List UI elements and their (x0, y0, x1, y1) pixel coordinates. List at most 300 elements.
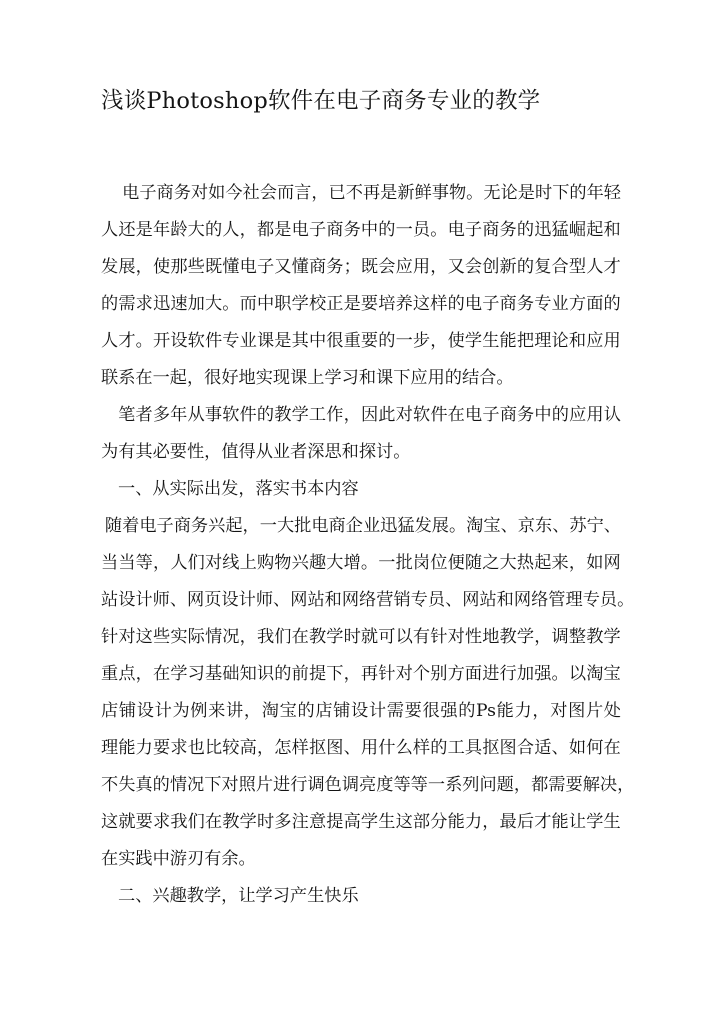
line-glyph: 店 (315, 701, 333, 721)
line-glyph: 创 (482, 257, 500, 277)
line-glyph: 点 (118, 664, 136, 684)
line-glyph: 电 (311, 516, 329, 536)
line-indent (101, 400, 118, 430)
line-glyph: ， (256, 738, 275, 758)
line-glyph: 。 (617, 590, 635, 610)
line-glyph: 子 (482, 294, 500, 314)
line-glyph: 增 (343, 553, 361, 573)
line-glyph: 性 (464, 627, 483, 647)
line-glyph: 还 (118, 220, 136, 240)
line-glyph: 迅 (380, 516, 398, 536)
line-glyph: 苏 (569, 516, 587, 536)
line-glyph: 的 (152, 775, 170, 795)
line-glyph: ， (430, 331, 448, 351)
line-glyph: 生 (482, 331, 500, 351)
line-glyph: 很 (422, 701, 440, 721)
line-glyph: 商 (308, 257, 327, 277)
line-glyph: ， (343, 405, 361, 425)
line-glyph: 实 (170, 627, 188, 647)
line-glyph: 力 (464, 812, 483, 832)
line-glyph: 新 (499, 257, 517, 277)
line-glyph: 需 (386, 701, 404, 721)
line-glyph: 务 (499, 220, 517, 240)
line-glyph: 设 (351, 701, 369, 721)
line-glyph: 员 (427, 590, 446, 610)
line-glyph: 应 (395, 257, 413, 277)
line-glyph: 学 (326, 627, 344, 647)
line-glyph: 都 (256, 220, 275, 240)
line-glyph: 页 (204, 590, 222, 610)
line-glyph: 对 (118, 627, 136, 647)
line-glyph: 知 (239, 664, 257, 684)
line-glyph: 复 (534, 257, 552, 277)
line-glyph: ， (311, 183, 329, 203)
line-glyph: 网 (462, 590, 480, 610)
text-line (101, 733, 621, 763)
line-glyph: 调 (551, 627, 569, 647)
line-glyph: 上 (239, 553, 257, 573)
line-glyph: 。 (430, 220, 448, 240)
text-line (101, 807, 621, 837)
line-glyph: 校 (308, 294, 327, 314)
line-glyph: 要 (360, 331, 379, 351)
line-glyph: 管 (548, 590, 566, 610)
line-glyph: 等 (135, 553, 153, 573)
line-glyph: 应 (586, 331, 604, 351)
line-glyph: 迅 (534, 220, 552, 240)
line-glyph: 是 (274, 220, 292, 240)
line-glyph: 重 (101, 664, 119, 684)
line-glyph: 笔 (118, 405, 136, 425)
line-glyph: 岗 (412, 553, 431, 573)
line-glyph: 计 (135, 590, 153, 610)
line-glyph: 培 (378, 294, 396, 314)
line-glyph: 那 (170, 257, 188, 277)
line-glyph: 网 (603, 553, 621, 573)
line-glyph: 起 (586, 220, 604, 240)
line-glyph: 站 (101, 590, 119, 610)
line-glyph: 使 (447, 331, 465, 351)
line-glyph: 懂 (291, 257, 309, 277)
line-glyph: 趣 (308, 553, 327, 573)
line-glyph: ， (243, 701, 262, 721)
line-glyph: ， (343, 664, 361, 684)
line-glyph: 物 (448, 183, 467, 203)
line-glyph: 工 (308, 405, 327, 425)
line-glyph: 展 (431, 516, 449, 536)
line-glyph: 解 (582, 775, 600, 795)
line-glyph: 步 (412, 331, 431, 351)
line-glyph: 年 (170, 405, 188, 425)
line-glyph: 务 (343, 220, 361, 240)
line-glyph: 理 (534, 331, 552, 351)
line-glyph: 是 (274, 331, 292, 351)
line-glyph: 务 (516, 294, 535, 314)
line-glyph: 随 (104, 516, 123, 536)
line-glyph: 宝 (279, 701, 297, 721)
line-glyph: 从 (187, 405, 205, 425)
line-glyph: 如 (208, 183, 226, 203)
line-glyph: 个 (412, 664, 431, 684)
line-glyph: 专 (534, 294, 552, 314)
line-glyph: 把 (516, 331, 535, 351)
line-glyph: 热 (516, 553, 535, 573)
line-glyph: 让 (568, 812, 587, 832)
line-glyph: 进 (273, 775, 291, 795)
line-glyph: 亮 (359, 775, 377, 795)
line-glyph: 随 (464, 553, 483, 573)
line-glyph: 后 (516, 812, 535, 832)
line-glyph: 作 (326, 405, 344, 425)
line-glyph: ， (239, 627, 257, 647)
line-glyph: 整 (568, 627, 587, 647)
line-glyph: 无 (483, 183, 501, 203)
line-glyph: 要 (360, 294, 379, 314)
line-glyph: 。 (135, 331, 153, 351)
line-glyph: 些 (152, 627, 171, 647)
line-glyph: 网 (187, 590, 205, 610)
line-glyph: 学 (291, 405, 309, 425)
line-glyph: 能 (447, 812, 465, 832)
line-glyph: 下 (326, 664, 344, 684)
line-glyph: 理 (565, 590, 583, 610)
line-glyph: 销 (393, 590, 411, 610)
line-glyph: 么 (395, 738, 413, 758)
line-glyph: 的 (516, 257, 535, 277)
line-glyph: 和 (324, 590, 342, 610)
line-glyph: 电 (465, 405, 483, 425)
line-glyph: 、 (445, 590, 463, 610)
line-glyph: 用 (360, 738, 379, 758)
line-glyph: 况 (222, 627, 240, 647)
line-glyph: 铺 (118, 701, 137, 721)
line-glyph: 方 (568, 294, 587, 314)
line-glyph: 最 (499, 812, 517, 832)
line-glyph: 况 (187, 775, 205, 795)
line-glyph: 猛 (397, 516, 415, 536)
line-glyph: 务 (326, 257, 344, 277)
line-glyph: 东 (534, 516, 553, 536)
line-glyph: 学 (603, 627, 621, 647)
line-glyph: 是 (343, 294, 361, 314)
line-glyph: 较 (222, 738, 240, 758)
line-glyph: 系 (445, 775, 463, 795)
line-glyph: 大 (326, 553, 344, 573)
line-glyph: 大 (499, 553, 517, 573)
line-glyph: 如 (586, 553, 604, 573)
text-line (101, 178, 621, 208)
line-glyph: 软 (222, 405, 240, 425)
line-glyph: 铺 (333, 701, 351, 721)
line-glyph: 人 (222, 220, 240, 240)
line-glyph: 一 (395, 220, 413, 240)
line-glyph: 用 (586, 405, 604, 425)
line-glyph: 面 (586, 294, 604, 314)
line-glyph: 淘 (261, 701, 279, 721)
line-glyph: 、 (551, 738, 569, 758)
text-line (101, 548, 621, 578)
line-glyph: 图 (326, 738, 344, 758)
line-glyph: 大 (276, 516, 295, 536)
line-glyph: 这 (395, 812, 413, 832)
text-line: 在实践中游刃有余。 (101, 849, 256, 869)
line-glyph: 兴 (291, 553, 309, 573)
line-glyph: 、 (603, 516, 621, 536)
text-line (101, 511, 621, 541)
line-glyph: 和 (568, 331, 587, 351)
line-glyph: 设 (170, 331, 188, 351)
line-glyph: 言 (294, 183, 312, 203)
line-glyph: 理 (101, 738, 119, 758)
line-glyph: 的 (569, 183, 587, 203)
line-glyph: 一 (395, 331, 413, 351)
line-glyph: 社 (242, 183, 260, 203)
line-glyph: 型 (568, 257, 587, 277)
line-glyph: 针 (378, 664, 396, 684)
line-glyph: 正 (326, 294, 344, 314)
line-glyph: 部 (412, 812, 431, 832)
line-glyph: 师 (152, 590, 170, 610)
line-glyph: 时 (534, 183, 553, 203)
line-glyph: 识 (256, 664, 275, 684)
line-glyph: 提 (308, 664, 327, 684)
line-glyph: 设 (118, 590, 136, 610)
line-glyph: 加 (516, 664, 535, 684)
line-glyph: 而 (276, 183, 295, 203)
line-glyph: 既 (204, 257, 223, 277)
line-glyph: 使 (152, 257, 171, 277)
line-glyph: 店 (101, 701, 119, 721)
line-glyph: 需 (118, 294, 136, 314)
text-line (101, 770, 635, 800)
line-glyph: 适 (534, 738, 552, 758)
line-glyph: ， (532, 701, 550, 721)
line-glyph: 再 (362, 183, 381, 203)
line-glyph: 子 (256, 257, 275, 277)
line-glyph: 网 (290, 590, 308, 610)
line-glyph: 子 (139, 183, 157, 203)
line-glyph: 在 (291, 627, 309, 647)
line-glyph: 学 (464, 331, 483, 351)
line-glyph: 对 (447, 627, 465, 647)
line-glyph: 才 (118, 331, 136, 351)
line-glyph: 网 (341, 590, 360, 610)
text-line: 联系在一起，很好地实现课上学习和课下应用的结合。 (101, 368, 514, 388)
line-glyph: 大 (204, 294, 223, 314)
line-glyph: ， (534, 627, 552, 647)
line-glyph: 一 (259, 516, 277, 536)
line-glyph: 习 (187, 664, 205, 684)
line-indent (101, 178, 122, 208)
line-glyph: 其 (291, 331, 309, 351)
line-glyph: 决 (599, 775, 618, 795)
line-glyph: 京 (517, 516, 535, 536)
line-glyph: 事 (431, 183, 449, 203)
line-glyph: 的 (603, 294, 621, 314)
line-glyph: 强 (534, 664, 552, 684)
line-glyph: 商 (326, 220, 344, 240)
line-glyph: 和 (603, 220, 621, 240)
line-glyph: ， (239, 220, 257, 240)
line-glyph: 事 (204, 405, 223, 425)
line-glyph: 教 (308, 627, 327, 647)
line-glyph: 鲜 (414, 183, 432, 203)
line-glyph: 中 (360, 220, 379, 240)
line-glyph: 者 (135, 405, 153, 425)
line-glyph: 、 (500, 516, 518, 536)
line-glyph: ； (343, 257, 361, 277)
line-glyph: 起 (225, 516, 243, 536)
line-glyph: 的 (551, 405, 569, 425)
line-glyph: 照 (238, 775, 256, 795)
line-glyph: 注 (291, 812, 309, 832)
line-glyph: 应 (569, 405, 587, 425)
line-glyph: 加 (187, 294, 205, 314)
line-glyph: 养 (395, 294, 413, 314)
line-glyph: 电 (464, 294, 483, 314)
line-glyph: 软 (187, 331, 205, 351)
line-glyph: 会 (464, 257, 483, 277)
line-glyph: 崛 (568, 220, 587, 240)
line-glyph: 基 (204, 664, 223, 684)
line-glyph: 子 (464, 220, 483, 240)
line-glyph: 营 (376, 590, 394, 610)
line-glyph: 、 (273, 590, 291, 610)
line-glyph: 具 (464, 738, 483, 758)
line-glyph: 。 (466, 183, 484, 203)
line-glyph: 样 (412, 738, 431, 758)
line-glyph: 怎 (274, 738, 292, 758)
line-glyph: 抠 (482, 738, 500, 758)
line-glyph: 站 (307, 590, 325, 610)
line-glyph: 、 (169, 590, 188, 610)
line-glyph: 子 (482, 405, 500, 425)
line-glyph: 要 (565, 775, 583, 795)
text-line (101, 326, 621, 356)
line-glyph: 便 (447, 553, 465, 573)
line-glyph: 可 (378, 627, 396, 647)
line-glyph: 就 (360, 627, 379, 647)
line-glyph: 此 (378, 405, 396, 425)
line-glyph: 大 (187, 220, 205, 240)
line-glyph: 生 (603, 812, 621, 832)
line-glyph: 何 (586, 738, 604, 758)
line-glyph: 速 (170, 294, 188, 314)
line-glyph: 片 (255, 775, 274, 795)
line-glyph: 来 (208, 701, 226, 721)
line-glyph: 我 (170, 812, 188, 832)
line-glyph: 的 (516, 220, 535, 240)
line-glyph: 人 (101, 220, 119, 240)
line-glyph: 能 (499, 331, 517, 351)
line-glyph: 商 (173, 516, 191, 536)
line-glyph: 年 (152, 220, 171, 240)
line-glyph: 设 (221, 590, 239, 610)
line-glyph: ， (513, 775, 532, 795)
line-glyph: 都 (531, 775, 549, 795)
line-glyph: 人 (170, 553, 188, 573)
line-glyph: 等 (410, 775, 428, 795)
line-glyph: 力 (135, 738, 153, 758)
line-glyph: 的 (430, 738, 448, 758)
line-glyph: 务 (517, 405, 535, 425)
line-glyph: 位 (430, 553, 448, 573)
line-glyph: 是 (380, 183, 398, 203)
line-glyph: 为 (172, 701, 190, 721)
line-glyph: 。 (222, 294, 240, 314)
line-glyph: 起 (534, 553, 552, 573)
line-glyph: 络 (531, 590, 549, 610)
text-line (101, 585, 635, 615)
line-glyph: 这 (135, 627, 153, 647)
line-glyph: 设 (136, 701, 154, 721)
line-glyph: 学 (516, 627, 535, 647)
line-glyph: 础 (222, 664, 240, 684)
line-glyph: 。 (551, 664, 569, 684)
line-glyph: 地 (482, 627, 500, 647)
line-glyph: 别 (430, 664, 448, 684)
line-glyph: 业 (551, 294, 569, 314)
line-glyph: 很 (326, 331, 344, 351)
line-glyph: 就 (118, 812, 136, 832)
line-glyph: 兴 (208, 516, 226, 536)
line-glyph: 求 (170, 738, 188, 758)
line-glyph: 方 (447, 664, 465, 684)
line-glyph: 时 (343, 627, 361, 647)
line-glyph: 的 (458, 701, 476, 721)
line-glyph: 务 (173, 183, 191, 203)
line-glyph: 之 (482, 553, 500, 573)
line-glyph: 色 (324, 775, 342, 795)
line-glyph: 以 (568, 664, 587, 684)
line-glyph: 。 (448, 516, 467, 536)
line-glyph: 要 (152, 738, 171, 758)
line-glyph: 子 (156, 516, 174, 536)
text-line: 二、兴趣教学，让学习产生快乐 (118, 886, 359, 906)
line-glyph: 的 (256, 405, 275, 425)
line-glyph: 发 (414, 516, 432, 536)
line-glyph: 业 (239, 331, 257, 351)
line-glyph: 这 (101, 812, 119, 832)
line-glyph: 有 (412, 627, 431, 647)
line-glyph: 列 (462, 775, 480, 795)
line-glyph: 用 (603, 331, 621, 351)
line-glyph: 又 (274, 257, 292, 277)
line-glyph: 在 (603, 738, 621, 758)
line-glyph: 专 (582, 590, 600, 610)
line-glyph: 务 (190, 516, 209, 536)
text-line: 为有其必要性，值得从业者深思和探讨。 (101, 442, 411, 462)
line-glyph: 用 (412, 257, 431, 277)
line-glyph: 对 (550, 701, 568, 721)
line-glyph: 是 (135, 220, 153, 240)
line-glyph: 迅 (152, 294, 171, 314)
line-glyph: 多 (152, 405, 171, 425)
line-glyph: 因 (360, 405, 379, 425)
line-glyph: ， (430, 257, 448, 277)
line-glyph: 我 (256, 627, 275, 647)
line-glyph: 懂 (222, 257, 240, 277)
line-glyph: 。 (360, 553, 379, 573)
line-glyph: 猛 (551, 220, 569, 240)
line-glyph: 下 (204, 775, 222, 795)
line-glyph: 样 (291, 738, 309, 758)
line-glyph: 专 (222, 331, 240, 351)
text-line: 一、从实际出发，落实书本内容 (118, 479, 359, 499)
line-glyph: 子 (308, 220, 327, 240)
line-glyph: 电 (139, 516, 157, 536)
line-glyph: 片 (585, 701, 604, 721)
